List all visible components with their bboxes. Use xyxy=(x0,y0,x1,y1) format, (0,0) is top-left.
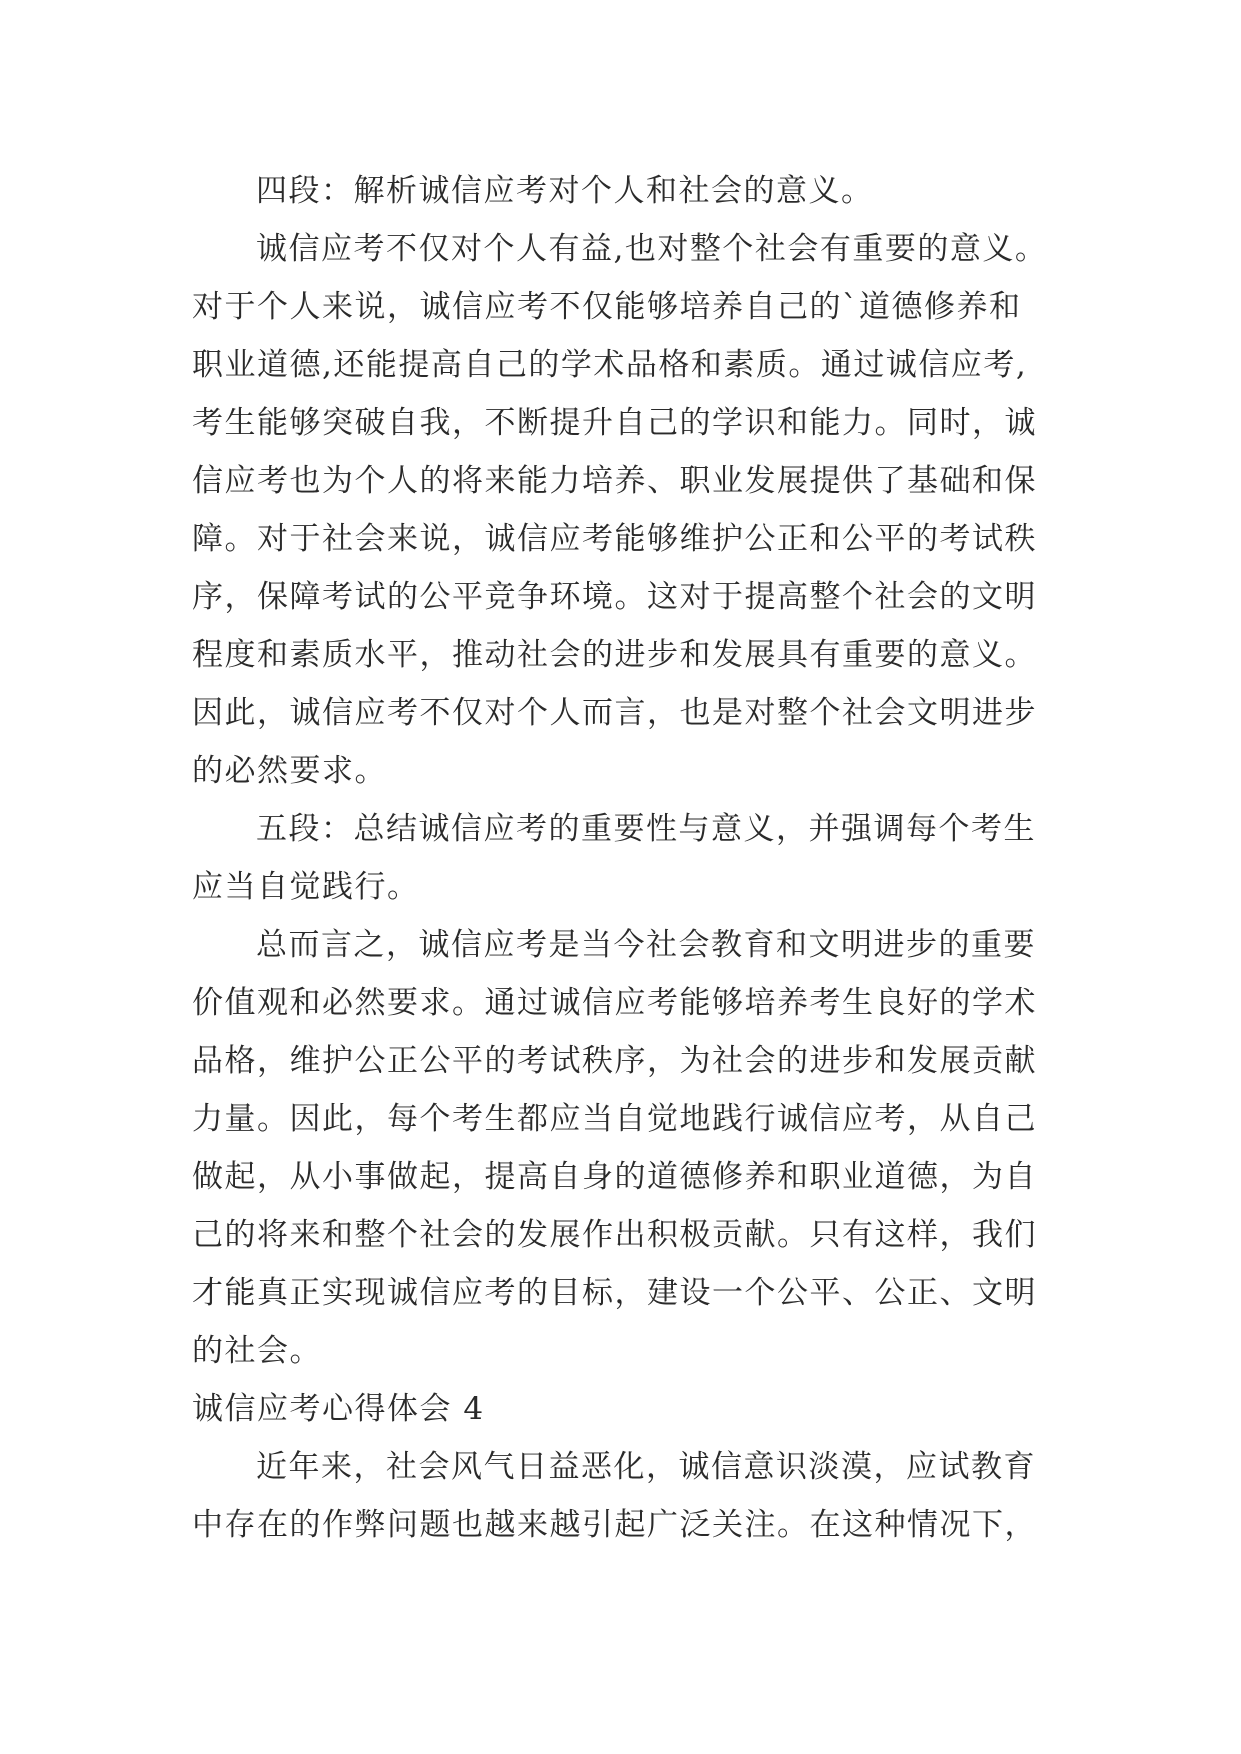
paragraph-line: 序，保障考试的公平竞争环境。这对于提高整个社会的文明 xyxy=(192,579,1037,615)
paragraph-line: 的社会。 xyxy=(192,1333,322,1369)
paragraph-line: 己的将来和整个社会的发展作出积极贡献。只有这样，我们 xyxy=(192,1217,1037,1253)
paragraph-line: 因此，诚信应考不仅对个人而言，也是对整个社会文明进步 xyxy=(192,695,1037,731)
paragraph-line: 的必然要求。 xyxy=(192,753,387,789)
paragraph-line: 价值观和必然要求。通过诚信应考能够培养考生良好的学术 xyxy=(192,985,1037,1021)
article-title: 诚信应考心得体会 4 xyxy=(192,1391,485,1427)
paragraph-line: 职业道德,还能提高自己的学术品格和素质。通过诚信应考, xyxy=(192,347,1028,383)
paragraph-line: 总而言之，诚信应考是当今社会教育和文明进步的重要 xyxy=(256,927,1036,963)
paragraph-line: 中存在的作弊问题也越来越引起广泛关注。在这种情况下， xyxy=(192,1507,1037,1543)
paragraph-line: 力量。因此，每个考生都应当自觉地践行诚信应考，从自己 xyxy=(192,1101,1037,1137)
paragraph-line: 考生能够突破自我，不断提升自己的学识和能力。同时，诚 xyxy=(192,405,1037,441)
paragraph-line: 障。对于社会来说，诚信应考能够维护公正和公平的考试秩 xyxy=(192,521,1037,557)
paragraph-line: 程度和素质水平，推动社会的进步和发展具有重要的意义。 xyxy=(192,637,1037,673)
paragraph-line: 信应考也为个人的将来能力培养、职业发展提供了基础和保 xyxy=(192,463,1037,499)
paragraph-line: 对于个人来说，诚信应考不仅能够培养自己的`道德修养和 xyxy=(192,289,1022,325)
paragraph-line: 做起，从小事做起，提高自身的道德修养和职业道德，为自 xyxy=(192,1159,1037,1195)
paragraph-line: 才能真正实现诚信应考的目标，建设一个公平、公正、文明 xyxy=(192,1275,1037,1311)
paragraph-line: 应当自觉践行。 xyxy=(192,869,420,905)
paragraph-line: 品格，维护公正公平的考试秩序，为社会的进步和发展贡献 xyxy=(192,1043,1037,1079)
document-body xyxy=(192,162,1072,1554)
section-heading-5: 五段：总结诚信应考的重要性与意义，并强调每个考生 xyxy=(256,811,1036,847)
paragraph-line: 近年来，社会风气日益恶化，诚信意识淡漠，应试教育 xyxy=(256,1449,1036,1485)
paragraph-line: 诚信应考不仅对个人有益,也对整个社会有重要的意义。 xyxy=(256,231,1048,267)
section-heading-4: 四段：解析诚信应考对个人和社会的意义。 xyxy=(256,173,874,209)
